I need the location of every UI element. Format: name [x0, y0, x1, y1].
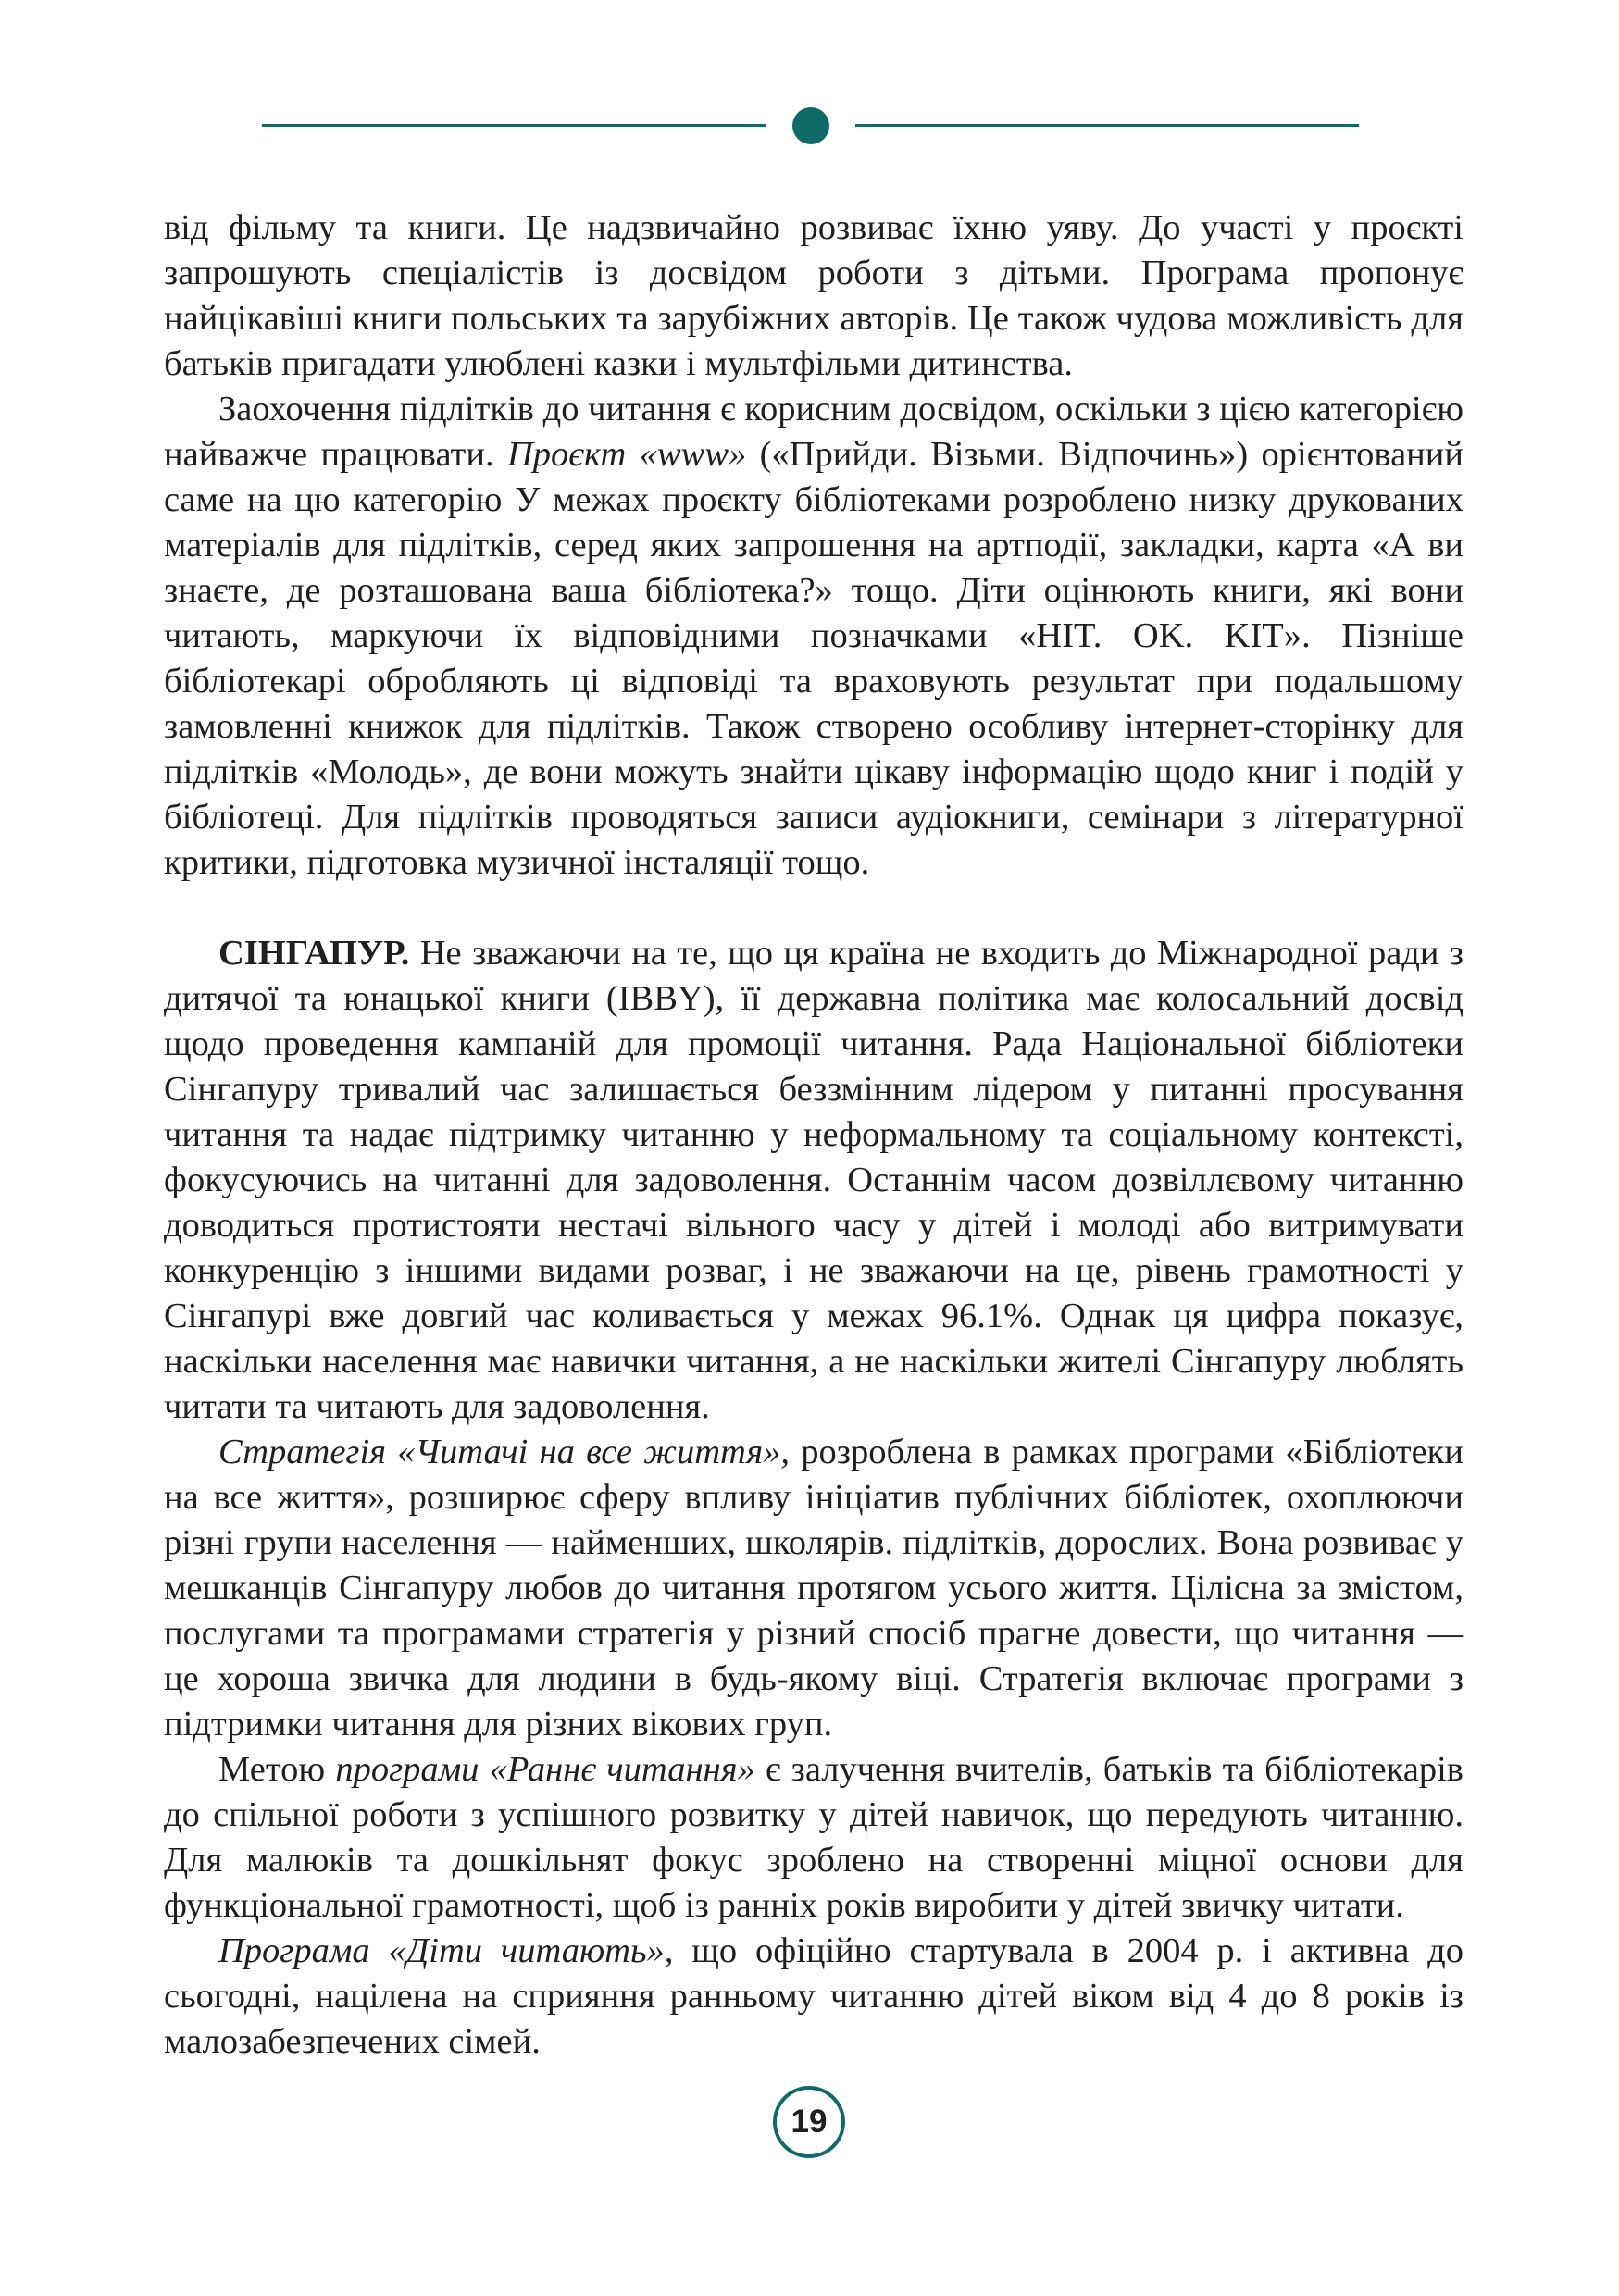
program-name: програми «Раннє читання» [335, 1750, 755, 1789]
page-number-badge [773, 2086, 845, 2158]
project-name: Проєкт «www» [506, 435, 747, 474]
paragraph-continued [164, 205, 1463, 387]
paragraph-text: від фільму та книги. Це надзвичайно розвиває їхню уяву. До участі у проєкті запрошують спеціалістів із досвідом роботи з дітьми. Програма пропонує найцікавіші книги польських та зарубіжних авторів. Це також чудова можливість для батьків пригадати улюблені казки і мультфільми дитинства. [164, 208, 1463, 383]
program-name: Програма «Діти читають», [218, 1931, 674, 1970]
header-ornament [262, 105, 1359, 147]
paragraph-text-before: Метою [218, 1750, 336, 1789]
paragraph-singapore [164, 931, 1463, 1430]
page-number: 19 [791, 2104, 828, 2140]
paragraph-early-reading [164, 1747, 1463, 1929]
section-heading: СІНГАПУР. [218, 934, 410, 973]
paragraph-text-before: Заохочення підлітків до читання є корисним досвідом, оскільки з цією категорією найважче працювати. [164, 390, 1463, 474]
paragraph-text-after: розроблена в рамках програми «Бібліотеки на все життя», розширює сферу впливу ініціатив публічних бібліотек, охоплюючи різні групи населення — найменших, школярів. підлітків, дорослих. Вона розвиває у мешканців Сінгапуру любов до читання протягом усього життя. Цілісна за змістом, послугами та програмами стратегія у різний спосіб прагне довести, що читання — це хороша звичка для людини в будь-якому віці. Стратегія включає програми з підтримки читання для різних вікових груп. [164, 1433, 1463, 1744]
paragraph-lifelong-readers [164, 1430, 1463, 1747]
strategy-name: Стратегія «Читачі на все життя», [218, 1433, 791, 1471]
paragraph-kids-read [164, 1929, 1463, 2065]
paragraph-text-after: є залучення вчителів, батьків та бібліотекарів до спільної роботи з успішного розвитку у дітей навичок, що передують читанню. Для малюків та дошкільнят фокус зроблено на створенні міцної основи для функціональної грамотності, щоб із ранніх років виробити у дітей звичку читати. [164, 1750, 1463, 1925]
paragraph-teen-reading [164, 387, 1463, 886]
paragraph-text: Не зважаючи на те, що ця країна не входить до Міжнародної ради з дитячої та юнацької книги (IBBY), її державна політика має колосальний досвід щодо проведення кампаній для промоції читання. Рада Національної бібліотеки Сінгапуру тривалий час залишається беззмінним лідером у питанні просування читання та надає підтримку читанню у неформальному та соціальному контексті, фокусуючись на читанні для задоволення. Останнім часом дозвіллєвому читанню доводиться протистояти нестачі вільного часу у дітей і молоді або витримувати конкуренцію з іншими видами розваг, і не зважаючи на це, рівень грамотності у Сінгапурі вже довгий час коливається у межах 96.1%. Однак ця цифра показує, наскільки населення має навички читання, а не наскільки жителі Сінгапуру люблять читати та читають для задоволення. [164, 934, 1463, 1426]
header-left-line [262, 124, 766, 127]
paragraph-text-after: що офіційно стартувала в 2004 р. і активна до сьогодні, націлена на сприяння ранньому читанню дітей віком від 4 до 8 років із малозабезпечених сімей. [164, 1931, 1464, 2061]
header-center-dot [792, 107, 829, 144]
header-right-line [855, 124, 1359, 127]
paragraph-text-after: («Прийди. Візьми. Відпочинь») орієнтований саме на цю категорію У межах проєкту бібліотеками розроблено низку друкованих матеріалів для підлітків, серед яких запрошення на артподії, закладки, карта «А ви знаєте, де розташована ваша бібліотека?» тощо. Діти оцінюють книги, які вони читають, маркуючи їх відповідними позначками «HIT. OK. KIT». Пізніше бібліотекарі обробляють ці відповіді та враховують результат при подальшому замовленні книжок для підлітків. Також створено особливу інтернет-сторінку для підлітків «Молодь», де вони можуть знайти цікаву інформацію щодо книг і подій у бібліотеці. Для підлітків проводяться записи аудіокниги, семінари з літературної критики, підготовка музичної інсталяції тощо. [164, 435, 1463, 882]
page-content [164, 205, 1463, 2065]
